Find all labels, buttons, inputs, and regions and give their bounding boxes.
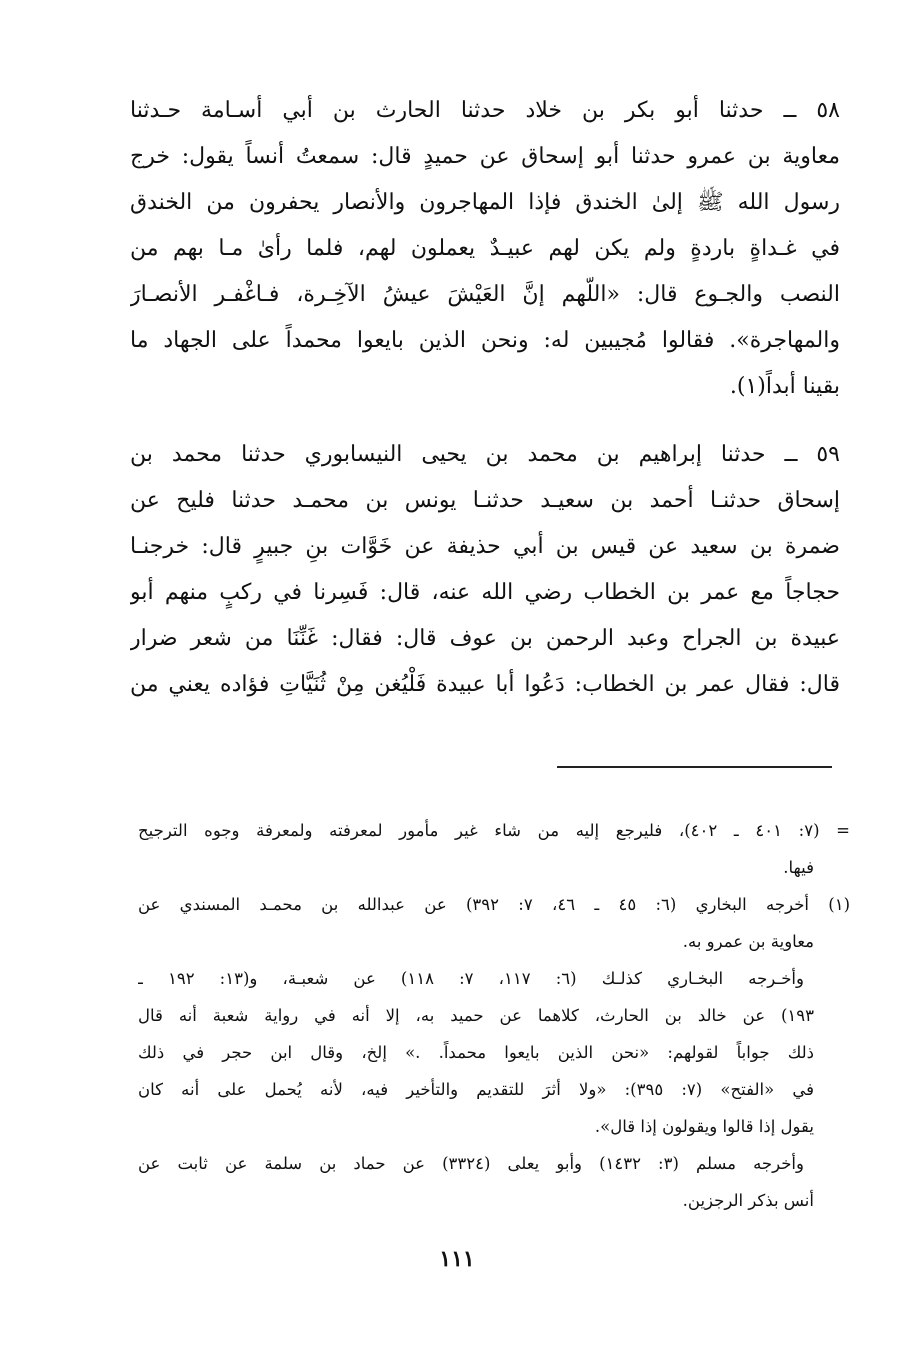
footnote-line: يقول إذا قالوا ويقولون إذا قال». [594, 1117, 814, 1136]
text-line: ٥٩ ــ حدثنا إبراهيم بن محمد بن يحيى النيسابوري حدثنا محمد بن [130, 442, 840, 467]
footnote-continuation [138, 812, 850, 886]
footnote-line: وأخرجه مسلم (٣: ١٤٣٢) وأبو يعلى (٣٣٢٤) عن حماد بن سلمة عن ثابت عن [138, 1154, 804, 1173]
footnotes [138, 812, 850, 1219]
text-line: رسول الله ﷺ إلىٰ الخندق فإذا المهاجرون والأنصار يحفرون من الخندق [130, 190, 840, 215]
text-line: إسحاق حدثنـا أحمد بن سعيـد حدثنـا يونس بن محمـد حدثنا فليح عن [130, 488, 840, 513]
footnote-line: في «الفتح» (٧: ٣٩٥): «ولا أثرَ للتقديم والتأخير فيه، لأنه يُحمل على أنه كان [138, 1080, 814, 1099]
text-line: والمهاجرة». فقالوا مُجيبين له: ونحن الذين بايعوا محمداً على الجهاد ما [130, 328, 840, 353]
footnote-line: ذلك جواباً لقولهم: «نحن الذين بايعوا محمداً. .» إلخ، وقال ابن حجر في ذلك [138, 1043, 814, 1062]
paragraph-gap [130, 410, 840, 432]
footnote-1-part-2 [138, 960, 850, 1145]
text-line: حجاجاً مع عمر بن الخطاب رضي الله عنه، قال: فَسِرنا في ركبٍ منهم أبو [130, 580, 840, 605]
text-line: بقينا أبداً(١). [729, 374, 840, 399]
text-line: معاوية بن عمرو حدثنا أبو إسحاق عن حميدٍ قال: سمعتُ أنساً يقول: خرج [130, 144, 840, 169]
text-line: النصب والجـوع قال: «اللّهم إنَّ العَيْشَ عيشُ الآخِـرة، فـاغْفـر الأنصـارَ [130, 282, 840, 307]
hadith-59-paragraph [130, 432, 840, 708]
footnote-line: أنس بذكر الرجزين. [682, 1191, 814, 1210]
footnote-line: = (٧: ٤٠١ ـ ٤٠٢)، فليرجع إليه من شاء غير مأمور لمعرفته ولمعرفة وجوه الترجيح [138, 821, 850, 840]
text-line: قال: فقال عمر بن الخطاب: دَعُوا أبا عبيدة فَلْيُغن مِنْ ثُنَيَّاتِ فؤاده يعني من [130, 672, 840, 697]
footnote-line: معاوية بن عمرو به. [682, 932, 814, 951]
footnote-1-part-3 [138, 1145, 850, 1219]
main-text [130, 88, 840, 708]
footnote-line: فيها. [783, 858, 814, 877]
footnote-separator [557, 766, 832, 768]
text-line: ضمرة بن سعيد عن قيس بن أبي حذيفة عن خَوَّات بنِ جبيرٍ قال: خرجنـا [130, 534, 840, 559]
footnote-1 [138, 886, 850, 960]
footnote-line: ١٩٣) عن خالد بن الحارث، كلاهما عن حميد به، إلا أنه في رواية شعبة أنه قال [138, 1006, 814, 1025]
text-line: في غـداةٍ باردةٍ ولم يكن لهم عبيـدٌ يعملون لهم، فلما رأىٰ مـا بهم من [130, 236, 840, 261]
text-line: ٥٨ ــ حدثنا أبو بكر بن خلاد حدثنا الحارث بن أبي أسـامة حـدثنا [130, 98, 840, 123]
footnote-line: (١) أخرجه البخاري (٦: ٤٥ ـ ٤٦، ٧: ٣٩٢) عن عبدالله بن محمـد المسندي عن [138, 895, 850, 914]
footnote-line: وأخـرجه البخـاري كذلـك (٦: ١١٧، ٧: ١١٨) عن شعبـة، و(١٣: ١٩٢ ـ [138, 969, 804, 988]
text-line: عبيدة بن الجراح وعبد الرحمن بن عوف قال: فقال: غَنِّنَا من شعر ضرار [130, 626, 840, 651]
hadith-58-paragraph [130, 88, 840, 410]
page-number: ١١١ [439, 1246, 475, 1272]
